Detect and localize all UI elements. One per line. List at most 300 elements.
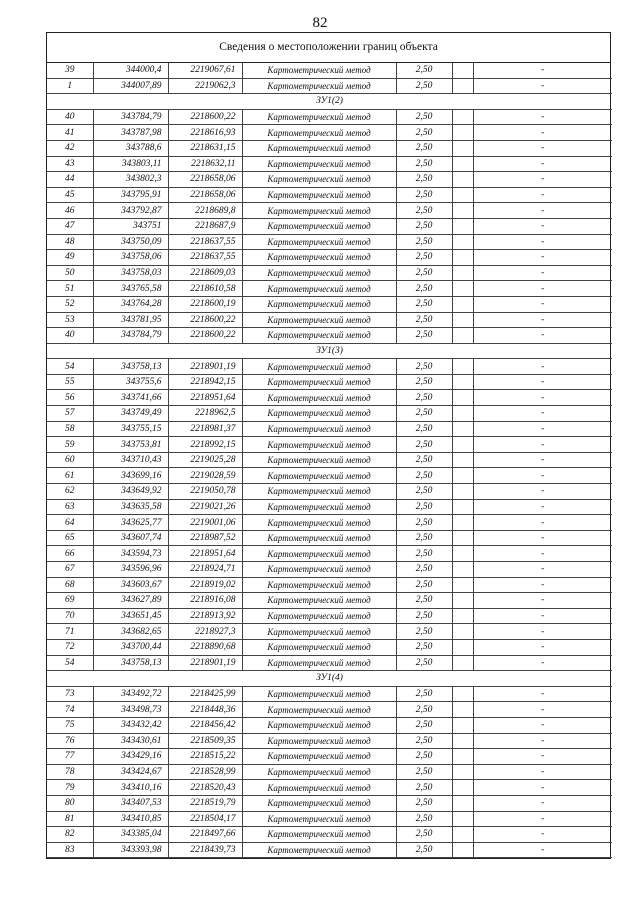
coordinate-x-cell: 343424,67 xyxy=(93,764,168,780)
coordinate-y-cell: 2218981,37 xyxy=(168,421,242,437)
method-cell: Картометрический метод xyxy=(242,608,396,624)
method-cell: Картометрический метод xyxy=(242,562,396,578)
note-cell: - xyxy=(473,125,612,141)
note-cell: - xyxy=(473,296,612,312)
empty-cell xyxy=(452,250,473,266)
empty-cell xyxy=(452,733,473,749)
empty-cell xyxy=(452,530,473,546)
method-cell: Картометрический метод xyxy=(242,281,396,297)
coordinate-x-cell: 343758,03 xyxy=(93,265,168,281)
coordinate-x-cell: 343430,61 xyxy=(93,733,168,749)
coordinate-x-cell: 343741,66 xyxy=(93,390,168,406)
coordinate-y-cell: 2218658,06 xyxy=(168,172,242,188)
table-row xyxy=(47,265,612,281)
empty-cell xyxy=(452,484,473,500)
note-cell: - xyxy=(473,390,612,406)
point-number-cell: 78 xyxy=(47,764,93,780)
table-row xyxy=(47,624,612,640)
coordinate-x-cell: 344007,89 xyxy=(93,78,168,94)
coordinate-x-cell: 343750,09 xyxy=(93,234,168,250)
table-row xyxy=(47,421,612,437)
table-row xyxy=(47,811,612,827)
accuracy-cell: 2,50 xyxy=(396,328,452,344)
table-row xyxy=(47,390,612,406)
note-cell: - xyxy=(473,406,612,422)
accuracy-cell: 2,50 xyxy=(396,140,452,156)
empty-cell xyxy=(452,187,473,203)
coordinate-y-cell: 2218962,5 xyxy=(168,406,242,422)
note-cell: - xyxy=(473,312,612,328)
point-number-cell: 72 xyxy=(47,639,93,655)
accuracy-cell: 2,50 xyxy=(396,406,452,422)
table-row xyxy=(47,546,612,562)
empty-cell xyxy=(452,63,473,78)
table-row xyxy=(47,78,612,94)
note-cell: - xyxy=(473,374,612,390)
point-number-cell: 57 xyxy=(47,406,93,422)
table-row xyxy=(47,764,612,780)
table-row xyxy=(47,312,612,328)
section-header-row xyxy=(47,94,612,110)
accuracy-cell: 2,50 xyxy=(396,780,452,796)
empty-cell xyxy=(452,499,473,515)
method-cell: Картометрический метод xyxy=(242,109,396,125)
accuracy-cell: 2,50 xyxy=(396,515,452,531)
point-number-cell: 54 xyxy=(47,655,93,671)
coordinate-x-cell: 343758,13 xyxy=(93,655,168,671)
empty-cell xyxy=(452,749,473,765)
coordinate-x-cell: 343625,77 xyxy=(93,515,168,531)
table-row xyxy=(47,140,612,156)
note-cell: - xyxy=(473,827,612,843)
empty-cell xyxy=(452,842,473,858)
method-cell: Картометрический метод xyxy=(242,546,396,562)
empty-cell xyxy=(452,764,473,780)
empty-cell xyxy=(452,156,473,172)
accuracy-cell: 2,50 xyxy=(396,125,452,141)
method-cell: Картометрический метод xyxy=(242,156,396,172)
table-row xyxy=(47,328,612,344)
note-cell: - xyxy=(473,733,612,749)
coordinate-y-cell: 2218600,22 xyxy=(168,109,242,125)
point-number-cell: 70 xyxy=(47,608,93,624)
coordinates-sheet xyxy=(46,32,611,859)
table-row xyxy=(47,406,612,422)
coordinate-x-cell: 343700,44 xyxy=(93,639,168,655)
accuracy-cell: 2,50 xyxy=(396,546,452,562)
empty-cell xyxy=(452,780,473,796)
method-cell: Картометрический метод xyxy=(242,250,396,266)
coordinate-y-cell: 2218901,19 xyxy=(168,655,242,671)
point-number-cell: 56 xyxy=(47,390,93,406)
method-cell: Картометрический метод xyxy=(242,78,396,94)
note-cell: - xyxy=(473,218,612,234)
point-number-cell: 50 xyxy=(47,265,93,281)
table-row xyxy=(47,842,612,858)
method-cell: Картометрический метод xyxy=(242,140,396,156)
note-cell: - xyxy=(473,172,612,188)
method-cell: Картометрический метод xyxy=(242,203,396,219)
empty-cell xyxy=(452,390,473,406)
accuracy-cell: 2,50 xyxy=(396,187,452,203)
point-number-cell: 79 xyxy=(47,780,93,796)
method-cell: Картометрический метод xyxy=(242,406,396,422)
table-row xyxy=(47,795,612,811)
table-row xyxy=(47,172,612,188)
point-number-cell: 1 xyxy=(47,78,93,94)
coordinate-y-cell: 2218632,11 xyxy=(168,156,242,172)
coordinate-x-cell: 343751 xyxy=(93,218,168,234)
coordinate-y-cell: 2218890,68 xyxy=(168,639,242,655)
point-number-cell: 62 xyxy=(47,484,93,500)
coordinate-x-cell: 343682,65 xyxy=(93,624,168,640)
coordinate-x-cell: 343764,28 xyxy=(93,296,168,312)
coordinate-y-cell: 2218901,19 xyxy=(168,359,242,375)
table-row xyxy=(47,530,612,546)
section-label: ЗУ1(2) xyxy=(47,94,612,110)
accuracy-cell: 2,50 xyxy=(396,390,452,406)
table-row xyxy=(47,250,612,266)
note-cell: - xyxy=(473,749,612,765)
table-row xyxy=(47,577,612,593)
coordinate-x-cell: 343755,6 xyxy=(93,374,168,390)
coordinate-y-cell: 2218528,99 xyxy=(168,764,242,780)
note-cell: - xyxy=(473,78,612,94)
method-cell: Картометрический метод xyxy=(242,686,396,702)
coordinate-y-cell: 2219001,06 xyxy=(168,515,242,531)
coordinate-y-cell: 2218497,66 xyxy=(168,827,242,843)
accuracy-cell: 2,50 xyxy=(396,421,452,437)
coordinate-x-cell: 344000,4 xyxy=(93,63,168,78)
accuracy-cell: 2,50 xyxy=(396,593,452,609)
point-number-cell: 53 xyxy=(47,312,93,328)
coordinate-x-cell: 343699,16 xyxy=(93,468,168,484)
coordinate-y-cell: 2218992,15 xyxy=(168,437,242,453)
point-number-cell: 82 xyxy=(47,827,93,843)
table-row xyxy=(47,374,612,390)
coordinate-y-cell: 2218515,22 xyxy=(168,749,242,765)
coordinate-x-cell: 343758,06 xyxy=(93,250,168,266)
coordinate-x-cell: 343765,58 xyxy=(93,281,168,297)
method-cell: Картометрический метод xyxy=(242,515,396,531)
accuracy-cell: 2,50 xyxy=(396,624,452,640)
point-number-cell: 66 xyxy=(47,546,93,562)
note-cell: - xyxy=(473,140,612,156)
coordinate-x-cell: 343385,04 xyxy=(93,827,168,843)
empty-cell xyxy=(452,421,473,437)
empty-cell xyxy=(452,78,473,94)
method-cell: Картометрический метод xyxy=(242,187,396,203)
coordinate-x-cell: 343651,45 xyxy=(93,608,168,624)
coordinate-y-cell: 2218987,52 xyxy=(168,530,242,546)
method-cell: Картометрический метод xyxy=(242,795,396,811)
coordinate-y-cell: 2218519,79 xyxy=(168,795,242,811)
coordinate-y-cell: 2218927,3 xyxy=(168,624,242,640)
empty-cell xyxy=(452,452,473,468)
table-row xyxy=(47,359,612,375)
empty-cell xyxy=(452,562,473,578)
method-cell: Картометрический метод xyxy=(242,218,396,234)
coordinate-x-cell: 343498,73 xyxy=(93,702,168,718)
section-label: ЗУ1(4) xyxy=(47,671,612,687)
coordinate-x-cell: 343758,13 xyxy=(93,359,168,375)
section-header-row xyxy=(47,343,612,359)
point-number-cell: 64 xyxy=(47,515,93,531)
accuracy-cell: 2,50 xyxy=(396,499,452,515)
empty-cell xyxy=(452,546,473,562)
point-number-cell: 59 xyxy=(47,437,93,453)
coordinate-y-cell: 2218637,55 xyxy=(168,234,242,250)
empty-cell xyxy=(452,265,473,281)
point-number-cell: 39 xyxy=(47,63,93,78)
empty-cell xyxy=(452,281,473,297)
point-number-cell: 71 xyxy=(47,624,93,640)
accuracy-cell: 2,50 xyxy=(396,749,452,765)
accuracy-cell: 2,50 xyxy=(396,437,452,453)
table-row xyxy=(47,655,612,671)
note-cell: - xyxy=(473,468,612,484)
point-number-cell: 45 xyxy=(47,187,93,203)
table-row xyxy=(47,827,612,843)
accuracy-cell: 2,50 xyxy=(396,172,452,188)
note-cell: - xyxy=(473,109,612,125)
method-cell: Картометрический метод xyxy=(242,296,396,312)
accuracy-cell: 2,50 xyxy=(396,530,452,546)
note-cell: - xyxy=(473,702,612,718)
point-number-cell: 63 xyxy=(47,499,93,515)
note-cell: - xyxy=(473,546,612,562)
coordinate-y-cell: 2218600,22 xyxy=(168,328,242,344)
point-number-cell: 46 xyxy=(47,203,93,219)
note-cell: - xyxy=(473,437,612,453)
point-number-cell: 60 xyxy=(47,452,93,468)
accuracy-cell: 2,50 xyxy=(396,78,452,94)
coordinate-y-cell: 2218439,73 xyxy=(168,842,242,858)
empty-cell xyxy=(452,109,473,125)
coordinate-y-cell: 2218610,58 xyxy=(168,281,242,297)
accuracy-cell: 2,50 xyxy=(396,764,452,780)
table-row xyxy=(47,452,612,468)
note-cell: - xyxy=(473,499,612,515)
point-number-cell: 67 xyxy=(47,562,93,578)
accuracy-cell: 2,50 xyxy=(396,218,452,234)
coordinate-x-cell: 343788,6 xyxy=(93,140,168,156)
note-cell: - xyxy=(473,281,612,297)
point-number-cell: 44 xyxy=(47,172,93,188)
method-cell: Картометрический метод xyxy=(242,749,396,765)
coordinate-x-cell: 343603,67 xyxy=(93,577,168,593)
accuracy-cell: 2,50 xyxy=(396,717,452,733)
method-cell: Картометрический метод xyxy=(242,374,396,390)
table-row xyxy=(47,686,612,702)
coordinate-y-cell: 2218637,55 xyxy=(168,250,242,266)
note-cell: - xyxy=(473,203,612,219)
note-cell: - xyxy=(473,593,612,609)
coordinate-x-cell: 343795,91 xyxy=(93,187,168,203)
point-number-cell: 41 xyxy=(47,125,93,141)
table-row xyxy=(47,156,612,172)
empty-cell xyxy=(452,515,473,531)
table-row xyxy=(47,125,612,141)
coordinate-x-cell: 343787,98 xyxy=(93,125,168,141)
coordinate-y-cell: 2219025,28 xyxy=(168,452,242,468)
empty-cell xyxy=(452,593,473,609)
empty-cell xyxy=(452,125,473,141)
method-cell: Картометрический метод xyxy=(242,780,396,796)
method-cell: Картометрический метод xyxy=(242,842,396,858)
accuracy-cell: 2,50 xyxy=(396,842,452,858)
coordinate-y-cell: 2218425,99 xyxy=(168,686,242,702)
coordinate-y-cell: 2218631,15 xyxy=(168,140,242,156)
accuracy-cell: 2,50 xyxy=(396,203,452,219)
coordinate-y-cell: 2218687,9 xyxy=(168,218,242,234)
table-row xyxy=(47,593,612,609)
point-number-cell: 47 xyxy=(47,218,93,234)
coordinate-y-cell: 2218689,8 xyxy=(168,203,242,219)
coordinate-y-cell: 2218504,17 xyxy=(168,811,242,827)
point-number-cell: 80 xyxy=(47,795,93,811)
empty-cell xyxy=(452,686,473,702)
coordinate-y-cell: 2218600,19 xyxy=(168,296,242,312)
empty-cell xyxy=(452,624,473,640)
method-cell: Картометрический метод xyxy=(242,421,396,437)
table-row xyxy=(47,499,612,515)
note-cell: - xyxy=(473,421,612,437)
accuracy-cell: 2,50 xyxy=(396,655,452,671)
coordinate-y-cell: 2219067,61 xyxy=(168,63,242,78)
method-cell: Картометрический метод xyxy=(242,733,396,749)
table-row xyxy=(47,203,612,219)
note-cell: - xyxy=(473,234,612,250)
method-cell: Картометрический метод xyxy=(242,702,396,718)
coordinate-y-cell: 2218916,08 xyxy=(168,593,242,609)
accuracy-cell: 2,50 xyxy=(396,639,452,655)
coordinate-x-cell: 343410,85 xyxy=(93,811,168,827)
empty-cell xyxy=(452,406,473,422)
method-cell: Картометрический метод xyxy=(242,577,396,593)
note-cell: - xyxy=(473,686,612,702)
note-cell: - xyxy=(473,811,612,827)
table-row xyxy=(47,639,612,655)
note-cell: - xyxy=(473,764,612,780)
point-number-cell: 54 xyxy=(47,359,93,375)
table-row xyxy=(47,296,612,312)
accuracy-cell: 2,50 xyxy=(396,733,452,749)
method-cell: Картометрический метод xyxy=(242,624,396,640)
accuracy-cell: 2,50 xyxy=(396,484,452,500)
point-number-cell: 75 xyxy=(47,717,93,733)
note-cell: - xyxy=(473,624,612,640)
coordinate-y-cell: 2218951,64 xyxy=(168,390,242,406)
coordinate-y-cell: 2218448,36 xyxy=(168,702,242,718)
empty-cell xyxy=(452,702,473,718)
method-cell: Картометрический метод xyxy=(242,655,396,671)
table-row xyxy=(47,780,612,796)
coordinate-x-cell: 343407,53 xyxy=(93,795,168,811)
point-number-cell: 76 xyxy=(47,733,93,749)
point-number-cell: 65 xyxy=(47,530,93,546)
accuracy-cell: 2,50 xyxy=(396,374,452,390)
coordinate-y-cell: 2218919,02 xyxy=(168,577,242,593)
note-cell: - xyxy=(473,187,612,203)
method-cell: Картометрический метод xyxy=(242,717,396,733)
point-number-cell: 77 xyxy=(47,749,93,765)
table-row xyxy=(47,187,612,203)
point-number-cell: 58 xyxy=(47,421,93,437)
point-number-cell: 51 xyxy=(47,281,93,297)
coordinate-x-cell: 343710,43 xyxy=(93,452,168,468)
method-cell: Картометрический метод xyxy=(242,265,396,281)
note-cell: - xyxy=(473,484,612,500)
coordinate-x-cell: 343755,15 xyxy=(93,421,168,437)
note-cell: - xyxy=(473,265,612,281)
point-number-cell: 73 xyxy=(47,686,93,702)
point-number-cell: 40 xyxy=(47,328,93,344)
accuracy-cell: 2,50 xyxy=(396,359,452,375)
coordinate-x-cell: 343594,73 xyxy=(93,546,168,562)
method-cell: Картометрический метод xyxy=(242,484,396,500)
accuracy-cell: 2,50 xyxy=(396,452,452,468)
method-cell: Картометрический метод xyxy=(242,437,396,453)
coordinate-x-cell: 343410,16 xyxy=(93,780,168,796)
note-cell: - xyxy=(473,780,612,796)
coordinate-y-cell: 2218942,15 xyxy=(168,374,242,390)
accuracy-cell: 2,50 xyxy=(396,63,452,78)
coordinate-y-cell: 2219021,26 xyxy=(168,499,242,515)
point-number-cell: 69 xyxy=(47,593,93,609)
method-cell: Картометрический метод xyxy=(242,593,396,609)
point-number-cell: 55 xyxy=(47,374,93,390)
note-cell: - xyxy=(473,577,612,593)
note-cell: - xyxy=(473,452,612,468)
method-cell: Картометрический метод xyxy=(242,328,396,344)
note-cell: - xyxy=(473,608,612,624)
coordinate-x-cell: 343781,95 xyxy=(93,312,168,328)
accuracy-cell: 2,50 xyxy=(396,281,452,297)
empty-cell xyxy=(452,296,473,312)
coordinate-y-cell: 2219062,3 xyxy=(168,78,242,94)
accuracy-cell: 2,50 xyxy=(396,296,452,312)
point-number-cell: 40 xyxy=(47,109,93,125)
accuracy-cell: 2,50 xyxy=(396,250,452,266)
table-row xyxy=(47,484,612,500)
accuracy-cell: 2,50 xyxy=(396,811,452,827)
document-title: Сведения о местоположении границ объекта xyxy=(47,33,610,63)
note-cell: - xyxy=(473,515,612,531)
coordinate-x-cell: 343627,89 xyxy=(93,593,168,609)
method-cell: Картометрический метод xyxy=(242,172,396,188)
empty-cell xyxy=(452,608,473,624)
accuracy-cell: 2,50 xyxy=(396,312,452,328)
point-number-cell: 52 xyxy=(47,296,93,312)
note-cell: - xyxy=(473,639,612,655)
table-row xyxy=(47,749,612,765)
empty-cell xyxy=(452,172,473,188)
accuracy-cell: 2,50 xyxy=(396,234,452,250)
table-row xyxy=(47,218,612,234)
coordinate-y-cell: 2219028,59 xyxy=(168,468,242,484)
empty-cell xyxy=(452,234,473,250)
method-cell: Картометрический метод xyxy=(242,125,396,141)
accuracy-cell: 2,50 xyxy=(396,795,452,811)
coordinate-y-cell: 2218924,71 xyxy=(168,562,242,578)
note-cell: - xyxy=(473,842,612,858)
method-cell: Картометрический метод xyxy=(242,827,396,843)
point-number-cell: 48 xyxy=(47,234,93,250)
section-label: ЗУ1(3) xyxy=(47,343,612,359)
note-cell: - xyxy=(473,717,612,733)
coordinate-y-cell: 2218509,35 xyxy=(168,733,242,749)
